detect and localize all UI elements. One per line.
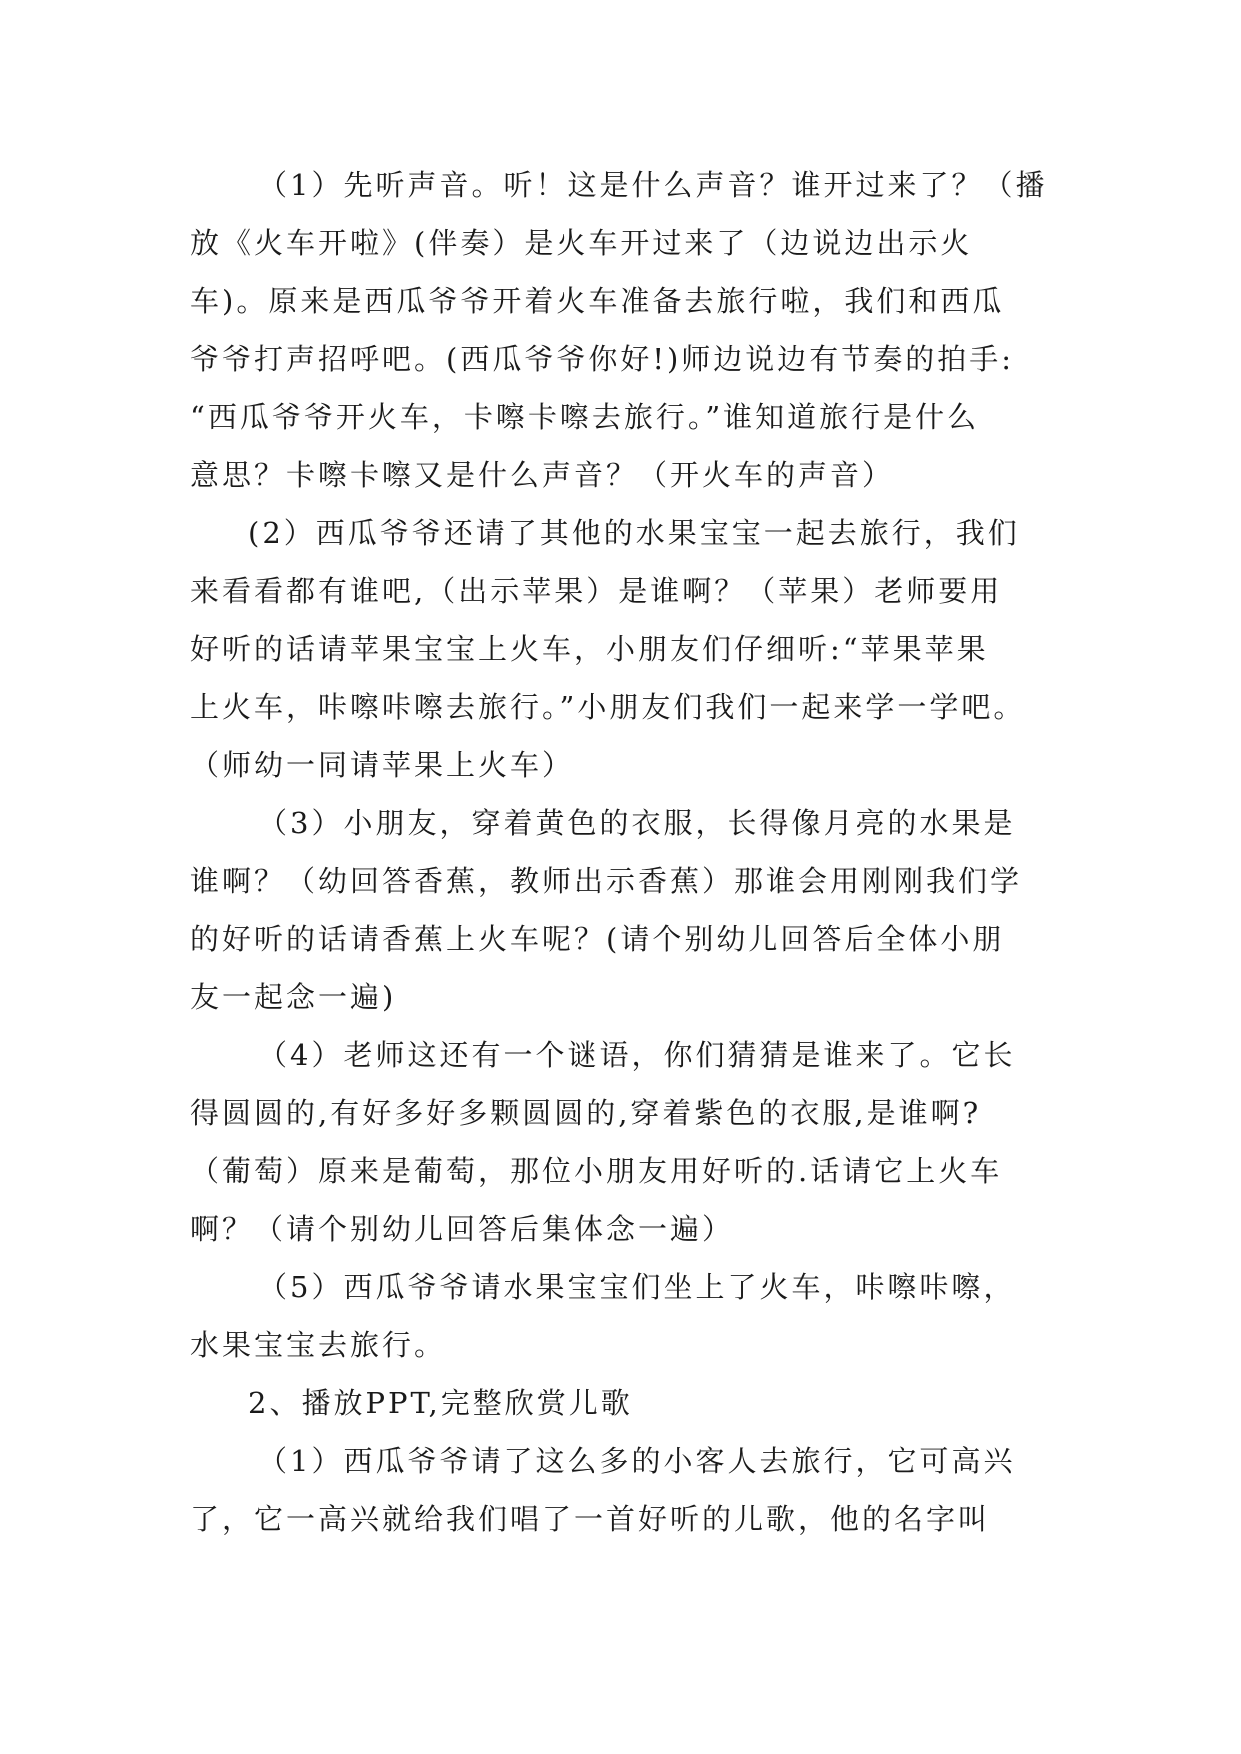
text-line: 的好听的话请香蕉上火车呢？(请个别幼儿回答后全体小朋 — [190, 922, 1005, 956]
text-line: 上火车，咔嚓咔嚓去旅行。”小朋友们我们一起来学一学吧。 — [190, 690, 1026, 724]
text-line: 水果宝宝去旅行。 — [190, 1328, 447, 1362]
text-line: 得圆圆的,有好多好多颗圆圆的,穿着紫色的衣服,是谁啊? — [190, 1096, 982, 1130]
text-line: 了，它一高兴就给我们唱了一首好听的儿歌，他的名字叫 — [190, 1502, 991, 1536]
text-line: （师幼一同请苹果上火车） — [190, 748, 575, 782]
text-line: 意思？卡嚓卡嚓又是什么声音？（开火车的声音） — [190, 458, 895, 492]
text-line: 谁啊？（幼回答香蕉，教师出示香蕉）那谁会用刚刚我们学 — [190, 864, 1023, 898]
text-line: 友一起念一遍) — [190, 980, 397, 1014]
text-line: (2）西瓜爷爷还请了其他的水果宝宝一起去旅行，我们 — [248, 516, 1020, 550]
text-line: （1）西瓜爷爷请了这么多的小客人去旅行，它可高兴 — [258, 1444, 1016, 1478]
text-line: （葡萄）原来是葡萄，那位小朋友用好听的.话请它上火车 — [190, 1154, 1003, 1188]
text-line: 啊？（请个别幼儿回答后集体念一遍） — [190, 1212, 735, 1246]
text-line: 好听的话请苹果宝宝上火车，小朋友们仔细听:“苹果苹果 — [190, 632, 989, 666]
text-line: 爷爷打声招呼吧。(西瓜爷爷你好!)师边说边有节奏的拍手: — [190, 342, 1015, 376]
text-line: “西瓜爷爷开火车，卡嚓卡嚓去旅行。”谁知道旅行是什么 — [190, 400, 980, 434]
text-line: （3）小朋友，穿着黄色的衣服，长得像月亮的水果是 — [258, 806, 1016, 840]
text-line: 放《火车开啦》(伴奏）是火车开过来了（边说边出示火 — [190, 226, 973, 260]
section-heading: 2、播放PPT,完整欣赏儿歌 — [248, 1386, 633, 1420]
text-line: （5）西瓜爷爷请水果宝宝们坐上了火车，咔嚓咔嚓， — [258, 1270, 1016, 1304]
text-line: 来看看都有谁吧,（出示苹果）是谁啊？（苹果）老师要用 — [190, 574, 1003, 608]
text-line: （1）先听声音。听！这是什么声音？谁开过来了？（播 — [258, 168, 1048, 202]
text-line: 车)。原来是西瓜爷爷开着火车准备去旅行啦，我们和西瓜 — [190, 284, 1005, 318]
text-line: （4）老师这还有一个谜语，你们猜猜是谁来了。它长 — [258, 1038, 1016, 1072]
